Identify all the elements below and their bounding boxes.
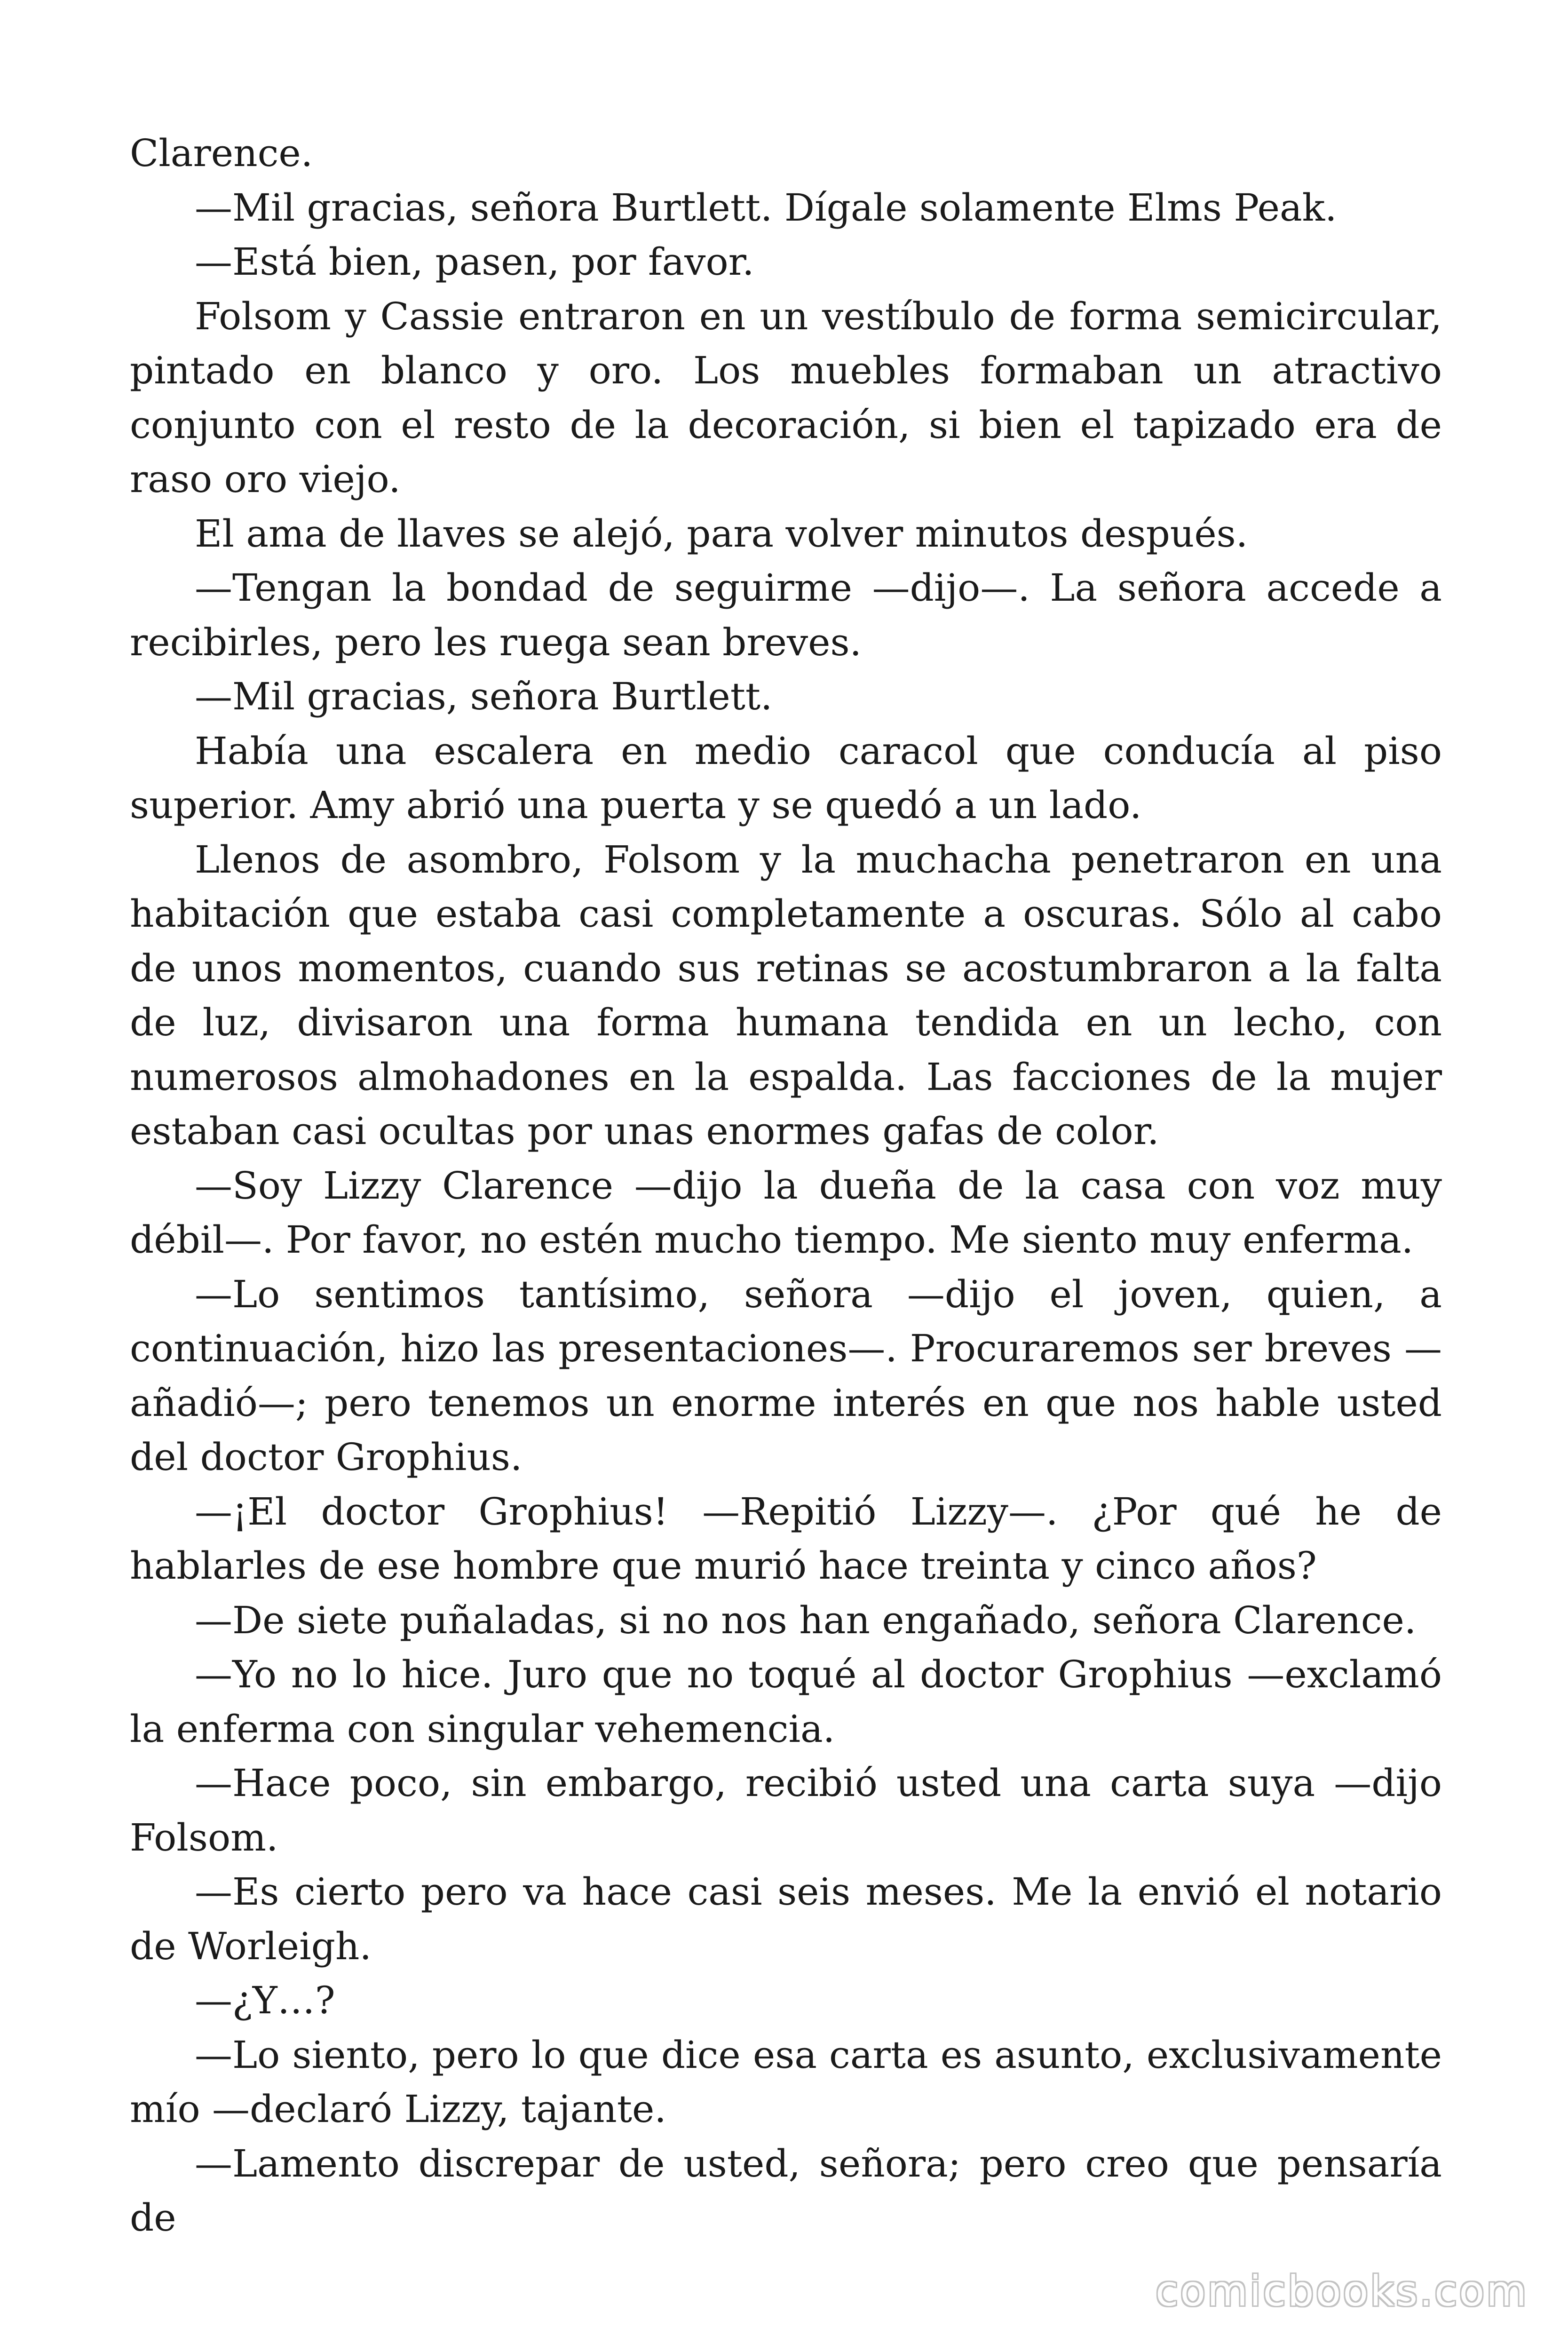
paragraph: —De siete puñaladas, si no nos han engañado, señora Clarence. (195, 1598, 1417, 1642)
paragraph: —Yo no lo hice. Juro que no toqué al doctor Grophius —exclamó la enferma con singular vehemencia. (130, 1653, 1442, 1751)
paragraph: —¿Y…? (195, 1979, 335, 2022)
paragraph: —Lo sentimos tantísimo, señora —dijo el joven, quien, a continuación, hizo las presentaciones—. Procuraremos ser breves —añadió—; pero tenemos un enorme interés en que nos hable usted del doctor Grophius. (130, 1272, 1442, 1479)
paragraph: —Tengan la bondad de seguirme —dijo—. La señora accede a recibirles, pero les ruega sean breves. (130, 566, 1442, 664)
paragraph: —¡El doctor Grophius! —Repitió Lizzy—. ¿Por qué he de hablarles de ese hombre que murió hace treinta y cinco años? (130, 1489, 1442, 1588)
page-body (130, 126, 1442, 2245)
watermark: comicbooks.com (1155, 2267, 1528, 2315)
paragraph: —Es cierto pero va hace casi seis meses. Me la envió el notario de Worleigh. (130, 1870, 1442, 1968)
paragraph: —Soy Lizzy Clarence —dijo la dueña de la casa con voz muy débil—. Por favor, no estén mucho tiempo. Me siento muy enferma. (130, 1163, 1442, 1262)
paragraph: Clarence. (130, 131, 313, 175)
paragraph: —Mil gracias, señora Burtlett. Dígale solamente Elms Peak. (195, 185, 1337, 230)
paragraph: El ama de llaves se alejó, para volver minutos después. (195, 511, 1248, 556)
paragraph: Folsom y Cassie entraron en un vestíbulo de forma semicircular, pintado en blanco y oro. Los muebles formaban un atractivo conjunto con el resto de la decoración, si bien el tapizado era de raso oro viejo. (130, 294, 1442, 501)
paragraph: —Lo siento, pero lo que dice esa carta es asunto, exclusivamente mío —declaró Lizzy, tajante. (130, 2033, 1442, 2131)
paragraph: —Hace poco, sin embargo, recibió usted una carta suya —dijo Folsom. (130, 1761, 1442, 1859)
paragraph: Había una escalera en medio caracol que conducía al piso superior. Amy abrió una puerta y se quedó a un lado. (130, 729, 1442, 827)
paragraph: —Está bien, pasen, por favor. (195, 240, 754, 284)
paragraph: —Mil gracias, señora Burtlett. (195, 675, 773, 718)
paragraph: —Lamento discrepar de usted, señora; pero creo que pensaría de (130, 2141, 1442, 2240)
paragraph: Llenos de asombro, Folsom y la muchacha penetraron en una habitación que estaba casi completamente a oscuras. Sólo al cabo de unos momentos, cuando sus retinas se acostumbraron a la falta de luz, divisaron una forma humana tendida en un lecho, con numerosos almohadones en la espalda. Las facciones de la mujer estaban casi ocultas por unas enormes gafas de color. (130, 837, 1442, 1153)
